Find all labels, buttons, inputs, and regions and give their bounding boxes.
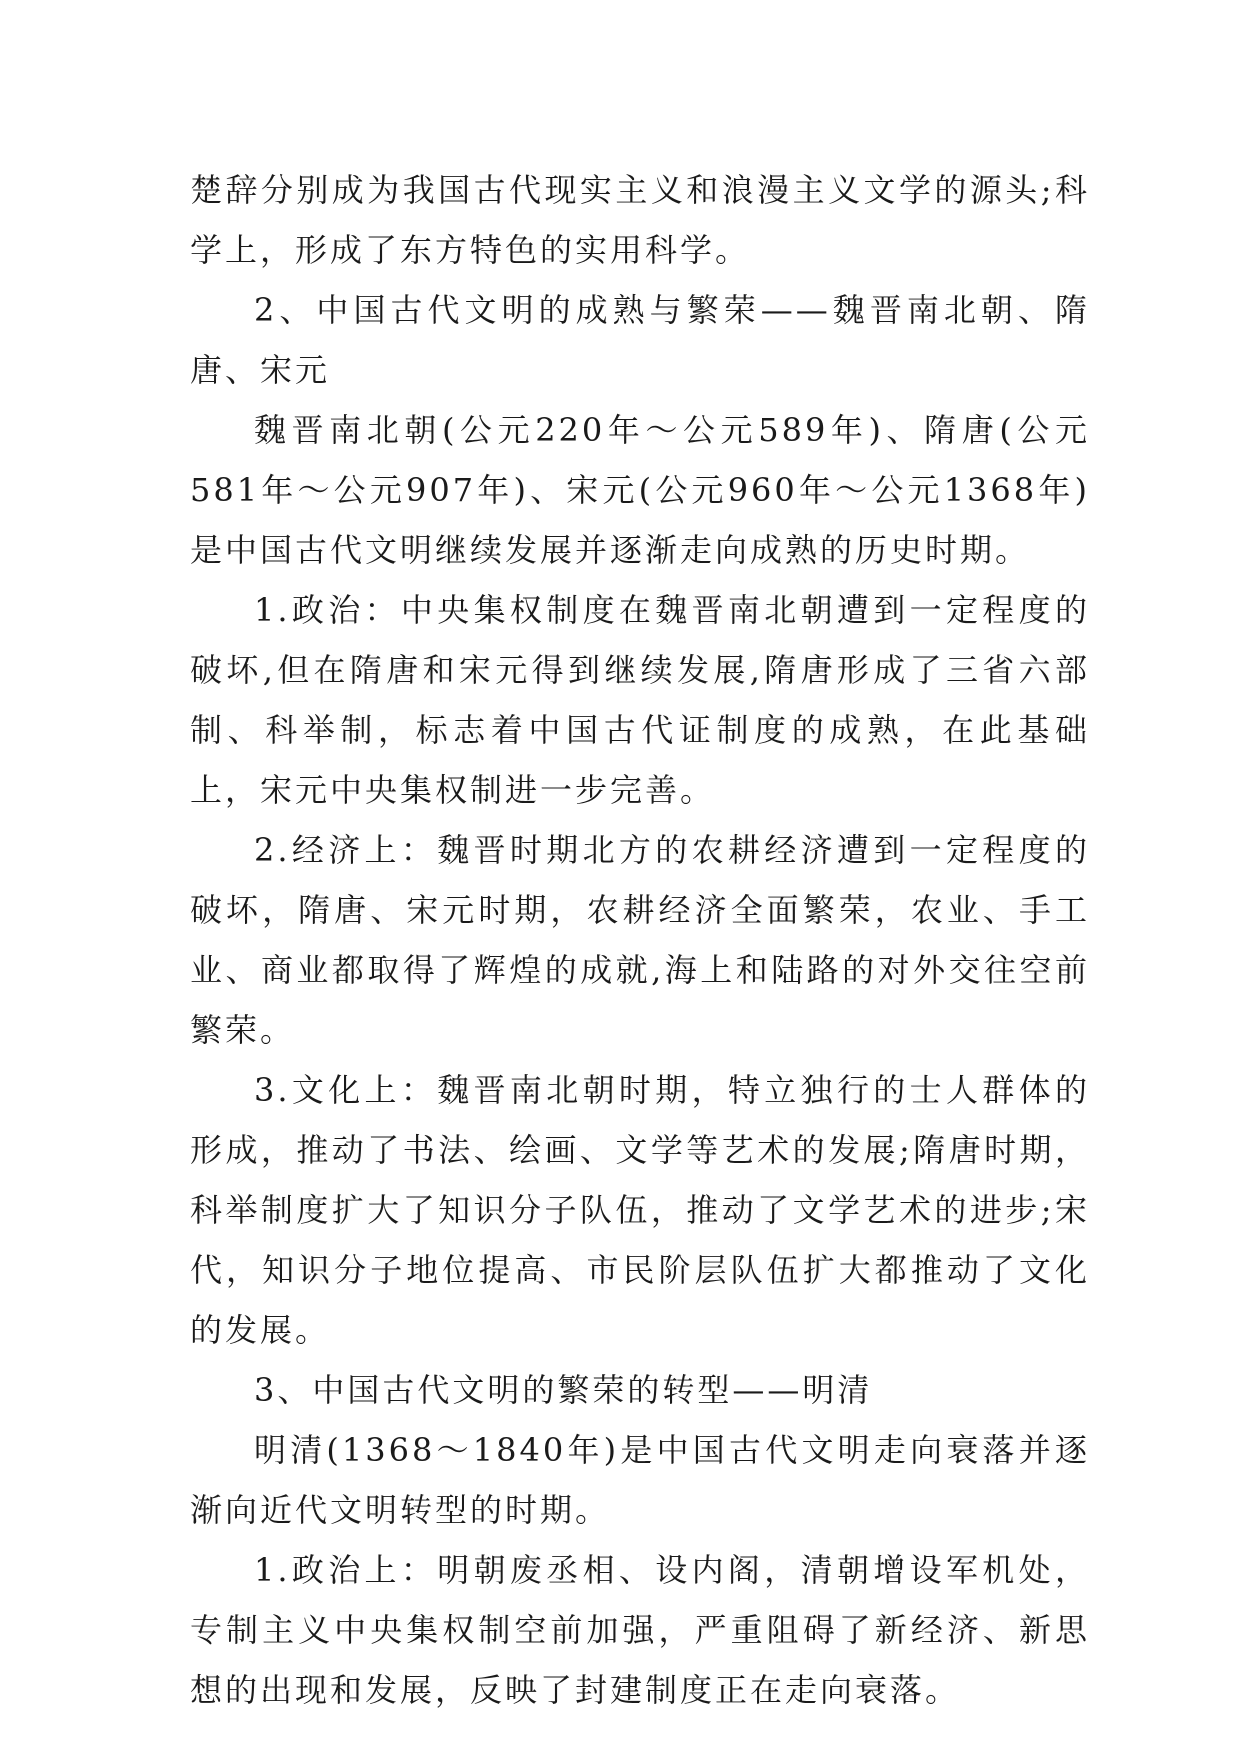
paragraph-politics: 1.政治：中央集权制度在魏晋南北朝遭到一定程度的破坏,但在隋唐和宋元得到继续发展,隋唐形成了三省六部制、科举制，标志着中国古代证制度的成熟，在此基础上，宋元中央集权制进一步完善。 <box>190 591 1090 809</box>
paragraph-ming-qing-intro: 明清(1368～1840年)是中国古代文明走向衰落并逐渐向近代文明转型的时期。 <box>190 1431 1090 1529</box>
paragraph-culture: 3.文化上：魏晋南北朝时期，特立独行的士人群体的形成，推动了书法、绘画、文学等艺术的发展;隋唐时期，科举制度扩大了知识分子队伍，推动了文学艺术的进步;宋代，知识分子地位提高、市民阶层队伍扩大都推动了文化的发展。 <box>190 1071 1090 1349</box>
paragraph-continuation: 楚辞分别成为我国古代现实主义和浪漫主义文学的源头;科学上，形成了东方特色的实用科学。 <box>190 171 1090 269</box>
paragraph-economy: 2.经济上：魏晋时期北方的农耕经济遭到一定程度的破坏，隋唐、宋元时期，农耕经济全面繁荣，农业、手工业、商业都取得了辉煌的成就,海上和陆路的对外交往空前繁荣。 <box>190 831 1090 1049</box>
paragraph-period-intro: 魏晋南北朝(公元220年～公元589年)、隋唐(公元581年～公元907年)、宋元(公元960年～公元1368年)是中国古代文明继续发展并逐渐走向成熟的历史时期。 <box>190 411 1090 569</box>
paragraph-ming-qing-politics: 1.政治上：明朝废丞相、设内阁，清朝增设军机处，专制主义中央集权制空前加强，严重阻碍了新经济、新思想的出现和发展，反映了封建制度正在走向衰落。 <box>190 1551 1090 1709</box>
section-heading-3: 3、中国古代文明的繁荣的转型——明清 <box>254 1371 873 1409</box>
body-text <box>190 160 1090 1720</box>
section-heading-2: 2、中国古代文明的成熟与繁荣——魏晋南北朝、隋唐、宋元 <box>190 291 1090 389</box>
